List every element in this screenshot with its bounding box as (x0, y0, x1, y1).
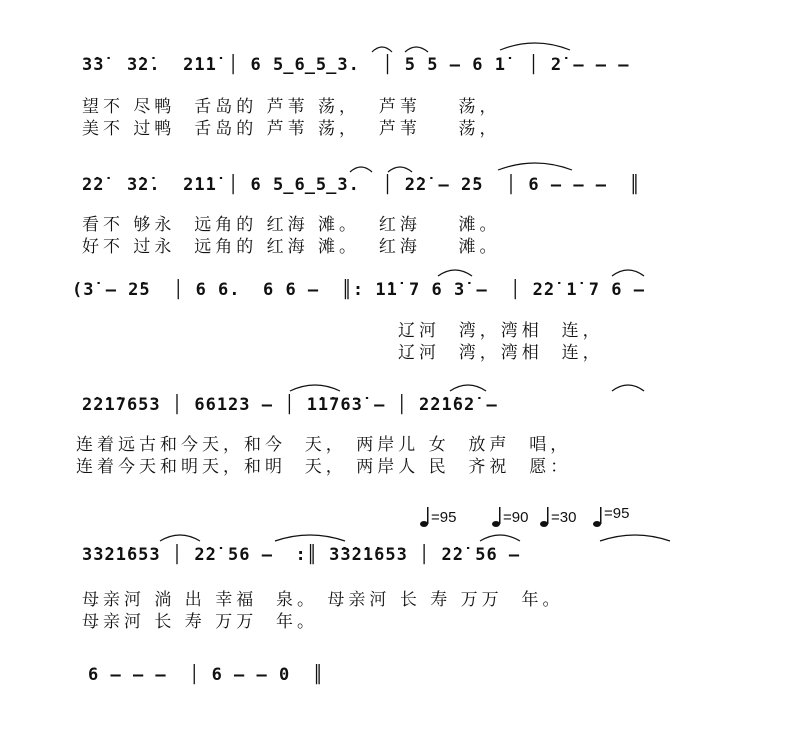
notation-line-5: 3̇3̇2̇1̇653 │ 2̇2̇ 56 – :║ 3̇3̇2̇1̇653 │ 2̇2̇ 56 – (82, 545, 521, 565)
lyric-line-1b: 美不 过鸭 舌岛的 芦苇 荡， 芦苇 荡， (82, 119, 501, 139)
tempo-90: =90 (503, 509, 529, 526)
lyric-line-2a: 看不 够永 远角的 红海 滩。 红海 滩。 (82, 215, 501, 235)
tempo-30: =30 (551, 509, 577, 526)
lyric-line-5a: 母亲河 淌 出 幸福 泉。 母亲河 长 寿 万万 年。 (82, 590, 564, 610)
lyric-line-1a: 望不 尽鸭 舌岛的 芦苇 荡， 芦苇 荡， (82, 97, 501, 117)
notation-line-4: 2̇2̇1̇7653 │ 66123 – │ 1̇1̇763̇ – │ 2̇2̇1̇62̇ – (82, 395, 498, 415)
tempo-95b: =95 (604, 505, 630, 522)
notation-line-6: 6 – – – │ 6 – – 0 ║ (88, 665, 324, 685)
lyric-line-4b: 连着今天和明天，和明 天， 两岸人 民 齐祝 愿： (76, 457, 572, 477)
notation-line-1: 3̇3̇ 3̇2̇. 2̇1̇1̇ │ 6 5̲6̲5̲3. │ 5 5 – 6 1̇ │ 2̇ – – – (82, 55, 630, 75)
tempo-95: =95 (431, 509, 457, 526)
lyric-line-5b: 母亲河 长 寿 万万 年。 (82, 612, 319, 632)
lyric-line-3a: 辽河 湾，湾相 连， (398, 321, 604, 341)
lyric-line-3b: 辽河 湾，湾相 连， (398, 343, 604, 363)
notation-line-3: (3̇ – 2̇5 │ 6 6. 6 6 – ║: 1̇1̇ 7 6 3̇ – │ 2̇2̇ 1̇ 7 6 – (72, 280, 645, 300)
lyric-line-2b: 好不 过永 远角的 红海 滩。 红海 滩。 (82, 237, 501, 257)
notation-line-2: 2̇2̇ 3̇2̇. 2̇1̇1̇ │ 6 5̲6̲5̲3. │ 2̇2̇ – 2̇5 │ 6 – – – ║ (82, 175, 641, 195)
lyric-line-4a: 连着远古和今天，和今 天， 两岸儿 女 放声 唱， (76, 435, 572, 455)
